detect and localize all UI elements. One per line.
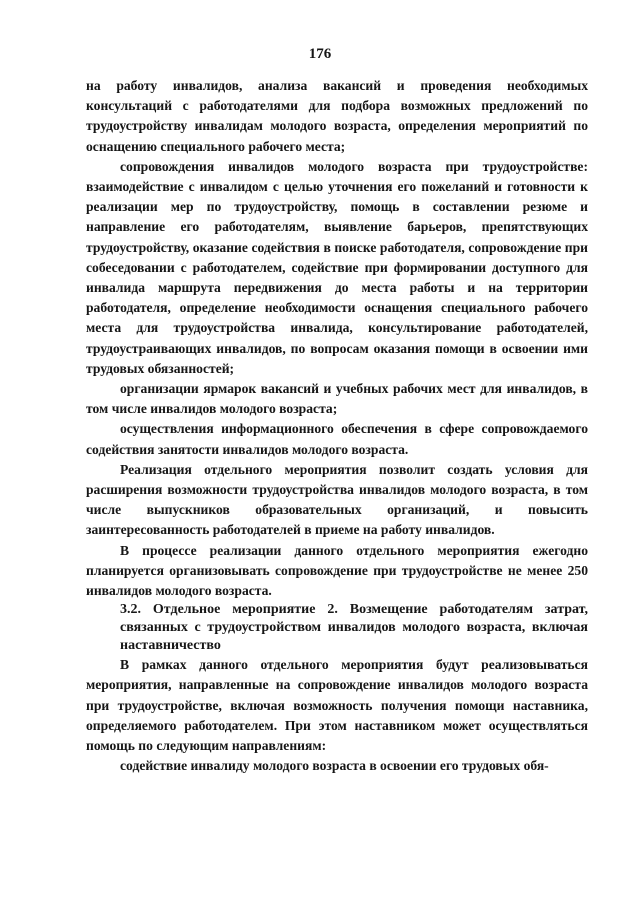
paragraph-mentoring-intro: В рамках данного отдельного мероприятия будут реализовываться мероприятия, направленные на сопровождение инвалидов молодого возраста при трудоустройстве, включая возможность получения помощи наставника, определяемого работодателем. При этом наставником может осуществляться помощь по следующим направлениям: [86, 657, 588, 754]
paragraph-job-fairs: организации ярмарок вакансий и учебных рабочих мест для инвалидов, в том числе инвалидов молодого возраста; [86, 381, 588, 417]
page-number: 176 [308, 46, 332, 62]
paragraph-continuation: на работу инвалидов, анализа вакансий и проведения необходимых консультаций с работодателями для подбора возможных предложений по трудоустройству инвалидам молодого возраста, определения мероприятий по оснащению специального рабочего места; [86, 78, 588, 154]
paragraph-information-support: осуществления информационного обеспечения в сфере сопровождаемого содействия занятости инвалидов молодого возраста. [86, 421, 588, 457]
paragraph-implementation-result: Реализация отдельного мероприятия позволит создать условия для расширения возможности трудоустройства инвалидов молодого возраста, в том числе выпускников образовательных организаций, и повысить заинтересованность работодателей в приеме на работу инвалидов. [86, 461, 588, 538]
paragraph-mentoring-item: содействие инвалиду молодого возраста в освоении его трудовых обя- [120, 758, 549, 774]
paragraph-annual-plan: В процессе реализации данного отдельного мероприятия ежегодно планируется организовывать сопровождение при трудоустройстве не менее 250 инвалидов молодого возраста. [86, 542, 588, 599]
paragraph-support-employment: сопровождения инвалидов молодого возраста при трудоустройстве: взаимодействие с инвалидом с целью уточнения его пожеланий и готовности к реализации мер по трудоустройству, помощь в составлении резюме и направление его работодателям, выявление барьеров, препятствующих трудоустройству, оказание содействия в поиске работодателя, сопровождение при собеседовании с работодателем, содействие при формировании доступного для инвалида маршрута передвижения до места работы и на территории работодателя, определение необходимости оснащения специального рабочего места для трудоустройства инвалида, консультирование работодателей, трудоустраивающих инвалидов, по вопросам оказания помощи в освоении ими трудовых обязанностей; [86, 158, 588, 376]
page-body [86, 76, 588, 777]
section-heading: 3.2. Отдельное мероприятие 2. Возмещение работодателям затрат, связанных с трудоустройством инвалидов молодого возраста, включая наставничество [120, 602, 588, 654]
